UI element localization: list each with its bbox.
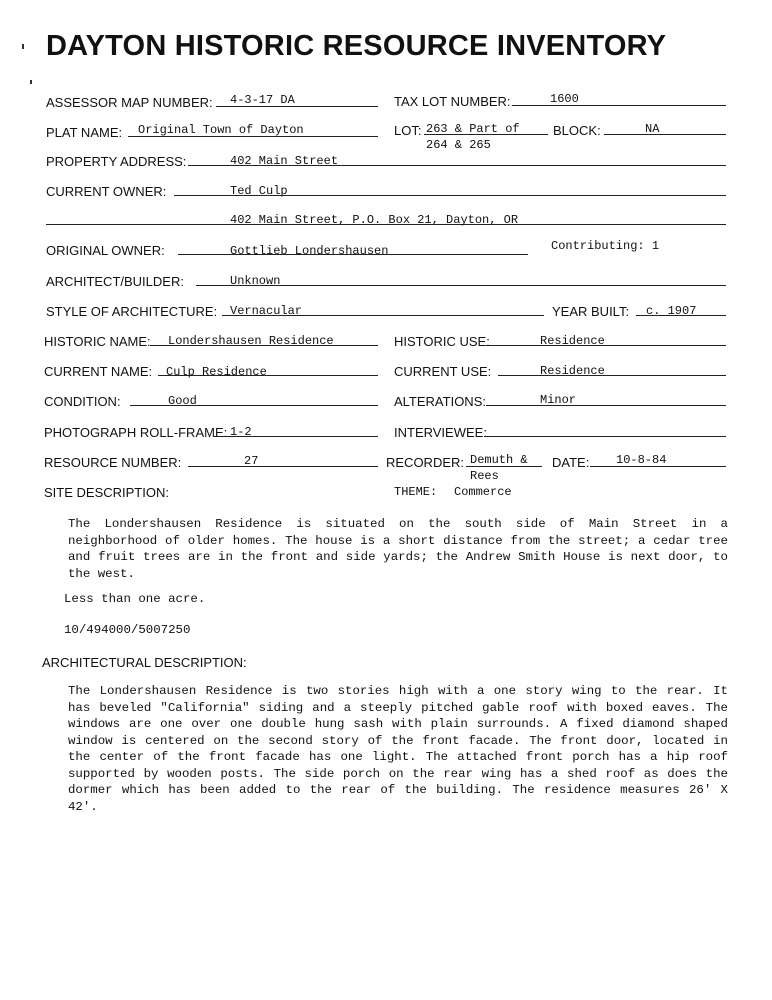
- original-owner-value: Gottlieb Londershausen: [230, 244, 389, 258]
- assessor-map-number-value: 4-3-17 DA: [230, 93, 295, 107]
- resource-number-value: 27: [244, 454, 259, 468]
- utm-coordinates-text: 10/494000/5007250: [64, 623, 191, 637]
- historic-name-label: HISTORIC NAME:: [44, 334, 151, 349]
- tax-lot-number-value: 1600: [550, 92, 579, 106]
- current-use-label: CURRENT USE:: [394, 364, 492, 379]
- scan-mark: [30, 80, 32, 84]
- site-description-paragraph: The Londershausen Residence is situated on the south side of Main Street in a neighborhood of older homes. The house is a short distance from the street; a cedar tree and fruit trees are in the front and side yards; the Andrew Smith House is next door, to the west.: [68, 517, 728, 581]
- plat-name-value: Original Town of Dayton: [138, 123, 304, 137]
- interviewee-line: [484, 436, 726, 437]
- year-built-label: YEAR BUILT:: [552, 304, 630, 319]
- tax-lot-number-label: TAX LOT NUMBER:: [394, 94, 511, 109]
- photograph-roll-frame-value: 1-2: [230, 425, 252, 439]
- plat-name-label: PLAT NAME:: [46, 125, 123, 140]
- condition-label: CONDITION:: [44, 394, 121, 409]
- resource-number-line: [188, 466, 378, 467]
- historic-use-value: Residence: [540, 334, 605, 348]
- current-name-label: CURRENT NAME:: [44, 364, 153, 379]
- architect-builder-label: ARCHITECT/BUILDER:: [46, 274, 184, 289]
- lot-label: LOT:: [394, 123, 422, 138]
- recorder-value: Demuth &: [470, 453, 528, 467]
- historic-use-line: [486, 345, 726, 346]
- year-built-value: c. 1907: [646, 304, 697, 318]
- block-line: [604, 134, 726, 135]
- style-of-architecture-value: Vernacular: [230, 304, 303, 318]
- historic-use-label: HISTORIC USE:: [394, 334, 490, 349]
- architectural-description-paragraph: The Londershausen Residence is two stories high with a one story wing to the rear. It has beveled "California" siding and a steeply pitched gable roof with boxed eaves. The windows are one over one double hung sash with plain surrounds. A fixed diamond shaped window is centered on the second story of the front facade. The front door, located in the center of the front facade has one light. The attached front porch has a hip roof supported by wooden posts. The side porch on the rear wing has a shed roof as does the dormer which has been added to the rear of the building. The residence measures 26' X 42'.: [68, 684, 728, 814]
- alterations-value: Minor: [540, 393, 577, 407]
- current-name-value: Culp Residence: [166, 365, 267, 379]
- current-owner-value: Ted Culp: [230, 184, 288, 198]
- theme-label: THEME:: [394, 485, 438, 499]
- condition-value: Good: [168, 394, 197, 408]
- date-value: 10-8-84: [616, 453, 667, 467]
- architectural-description-label: ARCHITECTURAL DESCRIPTION:: [42, 655, 247, 670]
- current-owner-label: CURRENT OWNER:: [46, 184, 167, 199]
- theme-value: Commerce: [454, 485, 512, 499]
- original-owner-label: ORIGINAL OWNER:: [46, 243, 165, 258]
- date-label: DATE:: [552, 455, 590, 470]
- contributing-status: Contributing: 1: [551, 239, 660, 253]
- alterations-label: ALTERATIONS:: [394, 394, 486, 409]
- architect-builder-value: Unknown: [230, 274, 281, 288]
- block-label: BLOCK:: [553, 123, 601, 138]
- property-address-label: PROPERTY ADDRESS:: [46, 154, 187, 169]
- lot-value: 263 & Part of: [426, 122, 520, 136]
- recorder-value-continued: Rees: [470, 469, 499, 483]
- historic-name-value: Londershausen Residence: [168, 334, 334, 348]
- owner-address-value: 402 Main Street, P.O. Box 21, Dayton, OR: [230, 213, 519, 227]
- photograph-roll-frame-label: PHOTOGRAPH ROLL-FRAME:: [44, 425, 228, 440]
- lot-value-continued: 264 & 265: [426, 138, 491, 152]
- site-size-text: Less than one acre.: [64, 592, 206, 606]
- alterations-line: [486, 405, 726, 406]
- scan-mark: [22, 44, 24, 49]
- assessor-map-number-label: ASSESSOR MAP NUMBER:: [46, 95, 213, 110]
- resource-number-label: RESOURCE NUMBER:: [44, 455, 182, 470]
- site-description-label: SITE DESCRIPTION:: [44, 485, 169, 500]
- current-use-value: Residence: [540, 364, 605, 378]
- property-address-value: 402 Main Street: [230, 154, 339, 168]
- interviewee-label: INTERVIEWEE:: [394, 425, 487, 440]
- recorder-label: RECORDER:: [386, 455, 465, 470]
- style-of-architecture-label: STYLE OF ARCHITECTURE:: [46, 304, 218, 319]
- current-use-line: [498, 375, 726, 376]
- form-title: DAYTON HISTORIC RESOURCE INVENTORY: [46, 30, 667, 62]
- tax-lot-number-line: [512, 105, 726, 106]
- block-value: NA: [645, 122, 660, 136]
